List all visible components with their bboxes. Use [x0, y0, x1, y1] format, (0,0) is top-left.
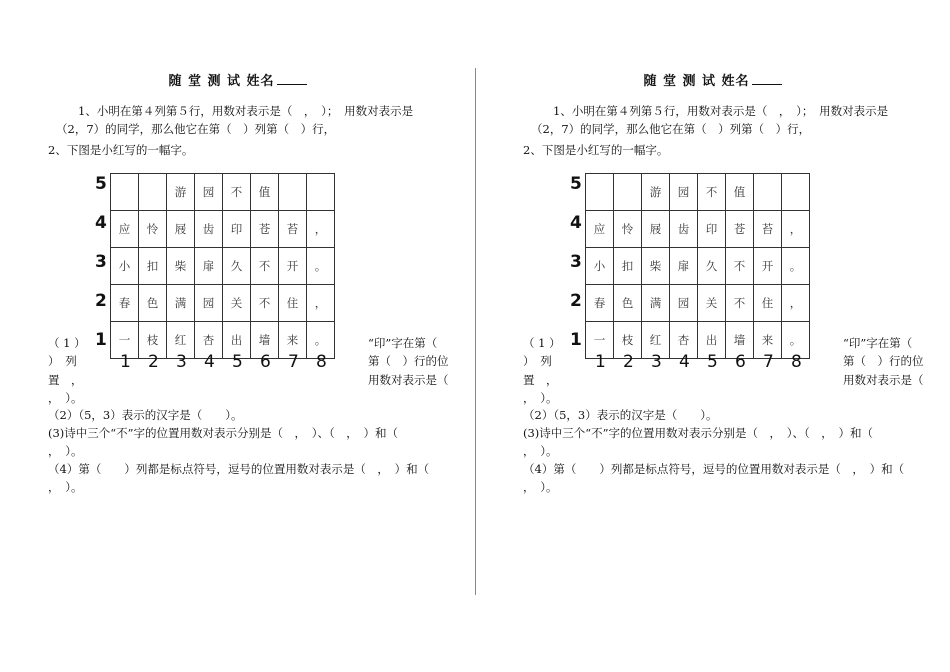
- grid-cell: 扣: [614, 248, 642, 285]
- col-label-3: 3: [176, 352, 187, 372]
- grid-cell: 应: [586, 211, 614, 248]
- grid-cell: 住: [279, 285, 307, 322]
- grid-cell: 。: [782, 248, 810, 285]
- grid-cell: ，: [782, 211, 810, 248]
- row-label-5: 5: [95, 174, 107, 194]
- grid-cell: 怜: [139, 211, 167, 248]
- q2-intro: 2、下图是小红写的一幅字。: [523, 143, 669, 157]
- sub1-left-d: ， ）。: [523, 391, 558, 405]
- col-label-4: 4: [204, 352, 215, 372]
- sub3-line1: (3)诗中三个“不”字的位置用数对表示分别是（ ， ）、（ ， ）和（: [523, 426, 874, 440]
- col-label-4: 4: [679, 352, 690, 372]
- grid-cell: 不: [726, 248, 754, 285]
- sub1-right-c: 用数对表示是（: [368, 373, 449, 387]
- grid-cell: 园: [195, 285, 223, 322]
- row-label-4: 4: [570, 213, 582, 233]
- q2-intro: 2、下图是小红写的一幅字。: [48, 143, 194, 157]
- grid-cell: 一: [586, 322, 614, 359]
- grid-cell: 枝: [614, 322, 642, 359]
- q1-line1: 1、小明在第４列第５行，用数对表示是（ ， ）； 用数对表示是: [553, 104, 889, 118]
- sub1-left-b: ） 列: [523, 354, 552, 368]
- worksheet-right: [475, 0, 950, 672]
- col-label-6: 6: [735, 352, 746, 372]
- grid-cell: 游: [642, 174, 670, 211]
- grid-cell: [782, 174, 810, 211]
- sub2: （2）（5，3）表示的汉字是（ ）。: [523, 408, 718, 422]
- grid-row-3: [586, 248, 810, 285]
- grid-cell: 不: [223, 174, 251, 211]
- row-label-5: 5: [570, 174, 582, 194]
- grid-cell: 一: [111, 322, 139, 359]
- grid-cell: 红: [642, 322, 670, 359]
- grid-cell: 怜: [614, 211, 642, 248]
- grid-cell: 关: [223, 285, 251, 322]
- grid-cell: 齿: [195, 211, 223, 248]
- sub1-left-d: ， ）。: [48, 391, 83, 405]
- grid-row-5: [586, 174, 810, 211]
- grid-cell: 游: [167, 174, 195, 211]
- grid-row-3: [111, 248, 335, 285]
- worksheet-title: 随 堂 测 试 姓名: [475, 70, 950, 89]
- grid-cell: 色: [139, 285, 167, 322]
- grid-cell: 值: [251, 174, 279, 211]
- grid-row-2: [111, 285, 335, 322]
- grid-cell: 满: [642, 285, 670, 322]
- col-label-2: 2: [148, 352, 159, 372]
- row-label-1: 1: [570, 330, 582, 350]
- grid-cell: 满: [167, 285, 195, 322]
- grid-cell: 苔: [279, 211, 307, 248]
- grid-cell: 久: [698, 248, 726, 285]
- sub3-line2: ， ）。: [523, 444, 558, 458]
- grid-cell: [279, 174, 307, 211]
- grid-cell: 墙: [726, 322, 754, 359]
- col-label-5: 5: [232, 352, 243, 372]
- grid-cell: 柴: [167, 248, 195, 285]
- grid-cell: 开: [754, 248, 782, 285]
- grid-cell: 来: [754, 322, 782, 359]
- row-label-1: 1: [95, 330, 107, 350]
- grid-cell: 。: [307, 322, 335, 359]
- grid-cell: 春: [586, 285, 614, 322]
- grid-cell: 苍: [726, 211, 754, 248]
- grid-row-1: [111, 322, 335, 359]
- sub1-left-b: ） 列: [48, 354, 77, 368]
- grid-cell: 杏: [670, 322, 698, 359]
- poem-grid: [110, 173, 335, 359]
- grid-cell: [307, 174, 335, 211]
- grid-cell: ，: [307, 285, 335, 322]
- q1-line2: （2，7）的同学，那么他它在第（ ）列第（ ）行，: [531, 122, 811, 136]
- row-label-3: 3: [570, 252, 582, 272]
- col-label-8: 8: [316, 352, 327, 372]
- grid-cell: 小: [586, 248, 614, 285]
- grid-cell: 苍: [251, 211, 279, 248]
- q1-line1: 1、小明在第４列第５行，用数对表示是（ ， ）； 用数对表示是: [78, 104, 414, 118]
- grid-cell: 住: [754, 285, 782, 322]
- worksheet-title: 随 堂 测 试 姓名: [0, 70, 475, 89]
- sub1-left-a: （ 1 ）: [48, 336, 86, 350]
- sub1-left-c: 置 ，: [523, 373, 558, 387]
- grid-cell: 扉: [195, 248, 223, 285]
- grid-cell: 园: [670, 174, 698, 211]
- grid-cell: 墙: [251, 322, 279, 359]
- sub4-line1: （4）第（ ）列都是标点符号，逗号的位置用数对表示是（ ， ）和（: [523, 462, 905, 476]
- grid-cell: 开: [279, 248, 307, 285]
- sub1-right-b: 第（ ）行的位: [843, 354, 924, 368]
- col-label-1: 1: [120, 352, 131, 372]
- col-label-7: 7: [288, 352, 299, 372]
- q1-line2: （2，7）的同学，那么他它在第（ ）列第（ ）行，: [56, 122, 336, 136]
- grid-row-2: [586, 285, 810, 322]
- sub2: （2）（5，3）表示的汉字是（ ）。: [48, 408, 243, 422]
- grid-cell: 来: [279, 322, 307, 359]
- grid-cell: 园: [670, 285, 698, 322]
- grid-row-5: [111, 174, 335, 211]
- grid-cell: 出: [698, 322, 726, 359]
- grid-cell: ，: [307, 211, 335, 248]
- grid-cell: 。: [782, 322, 810, 359]
- sub4-line1: （4）第（ ）列都是标点符号，逗号的位置用数对表示是（ ， ）和（: [48, 462, 430, 476]
- grid-cell: 值: [726, 174, 754, 211]
- grid-cell: 屐: [167, 211, 195, 248]
- sub1-left-a: （ 1 ）: [523, 336, 561, 350]
- grid-cell: 关: [698, 285, 726, 322]
- grid-cell: 屐: [642, 211, 670, 248]
- grid-row-4: [586, 211, 810, 248]
- col-label-5: 5: [707, 352, 718, 372]
- grid-cell: 扉: [670, 248, 698, 285]
- sub1-right-a: “印”字在第（: [843, 336, 913, 350]
- sub1-right-b: 第（ ）行的位: [368, 354, 449, 368]
- grid-cell: 园: [195, 174, 223, 211]
- name-blank[interactable]: [277, 73, 307, 85]
- sub3-line1: (3)诗中三个“不”字的位置用数对表示分别是（ ， ）、（ ， ）和（: [48, 426, 399, 440]
- grid-cell: 枝: [139, 322, 167, 359]
- sub4-line2: ， ）。: [523, 480, 558, 494]
- grid-cell: 齿: [670, 211, 698, 248]
- row-label-2: 2: [95, 291, 107, 311]
- grid-cell: 印: [698, 211, 726, 248]
- grid-cell: 小: [111, 248, 139, 285]
- grid-cell: [754, 174, 782, 211]
- grid-cell: 苔: [754, 211, 782, 248]
- row-label-2: 2: [570, 291, 582, 311]
- col-label-7: 7: [763, 352, 774, 372]
- grid-cell: 印: [223, 211, 251, 248]
- grid-cell: 色: [614, 285, 642, 322]
- col-label-2: 2: [623, 352, 634, 372]
- sub1-right-a: “印”字在第（: [368, 336, 438, 350]
- grid-cell: 柴: [642, 248, 670, 285]
- name-blank[interactable]: [752, 73, 782, 85]
- grid-cell: 春: [111, 285, 139, 322]
- sub1-right-c: 用数对表示是（: [843, 373, 924, 387]
- sub1-left-c: 置 ，: [48, 373, 83, 387]
- grid-cell: [139, 174, 167, 211]
- grid-cell: [111, 174, 139, 211]
- col-label-1: 1: [595, 352, 606, 372]
- sub4-line2: ， ）。: [48, 480, 83, 494]
- poem-grid: [585, 173, 810, 359]
- grid-cell: 出: [223, 322, 251, 359]
- grid-cell: 久: [223, 248, 251, 285]
- grid-cell: 。: [307, 248, 335, 285]
- col-label-6: 6: [260, 352, 271, 372]
- row-label-4: 4: [95, 213, 107, 233]
- grid-cell: [614, 174, 642, 211]
- grid-cell: 红: [167, 322, 195, 359]
- grid-cell: [586, 174, 614, 211]
- grid-row-1: [586, 322, 810, 359]
- col-label-8: 8: [791, 352, 802, 372]
- col-label-3: 3: [651, 352, 662, 372]
- grid-cell: 不: [698, 174, 726, 211]
- grid-cell: 扣: [139, 248, 167, 285]
- grid-cell: 杏: [195, 322, 223, 359]
- grid-cell: 不: [251, 285, 279, 322]
- grid-cell: ，: [782, 285, 810, 322]
- sub3-line2: ， ）。: [48, 444, 83, 458]
- grid-cell: 应: [111, 211, 139, 248]
- grid-cell: 不: [726, 285, 754, 322]
- row-label-3: 3: [95, 252, 107, 272]
- grid-cell: 不: [251, 248, 279, 285]
- grid-row-4: [111, 211, 335, 248]
